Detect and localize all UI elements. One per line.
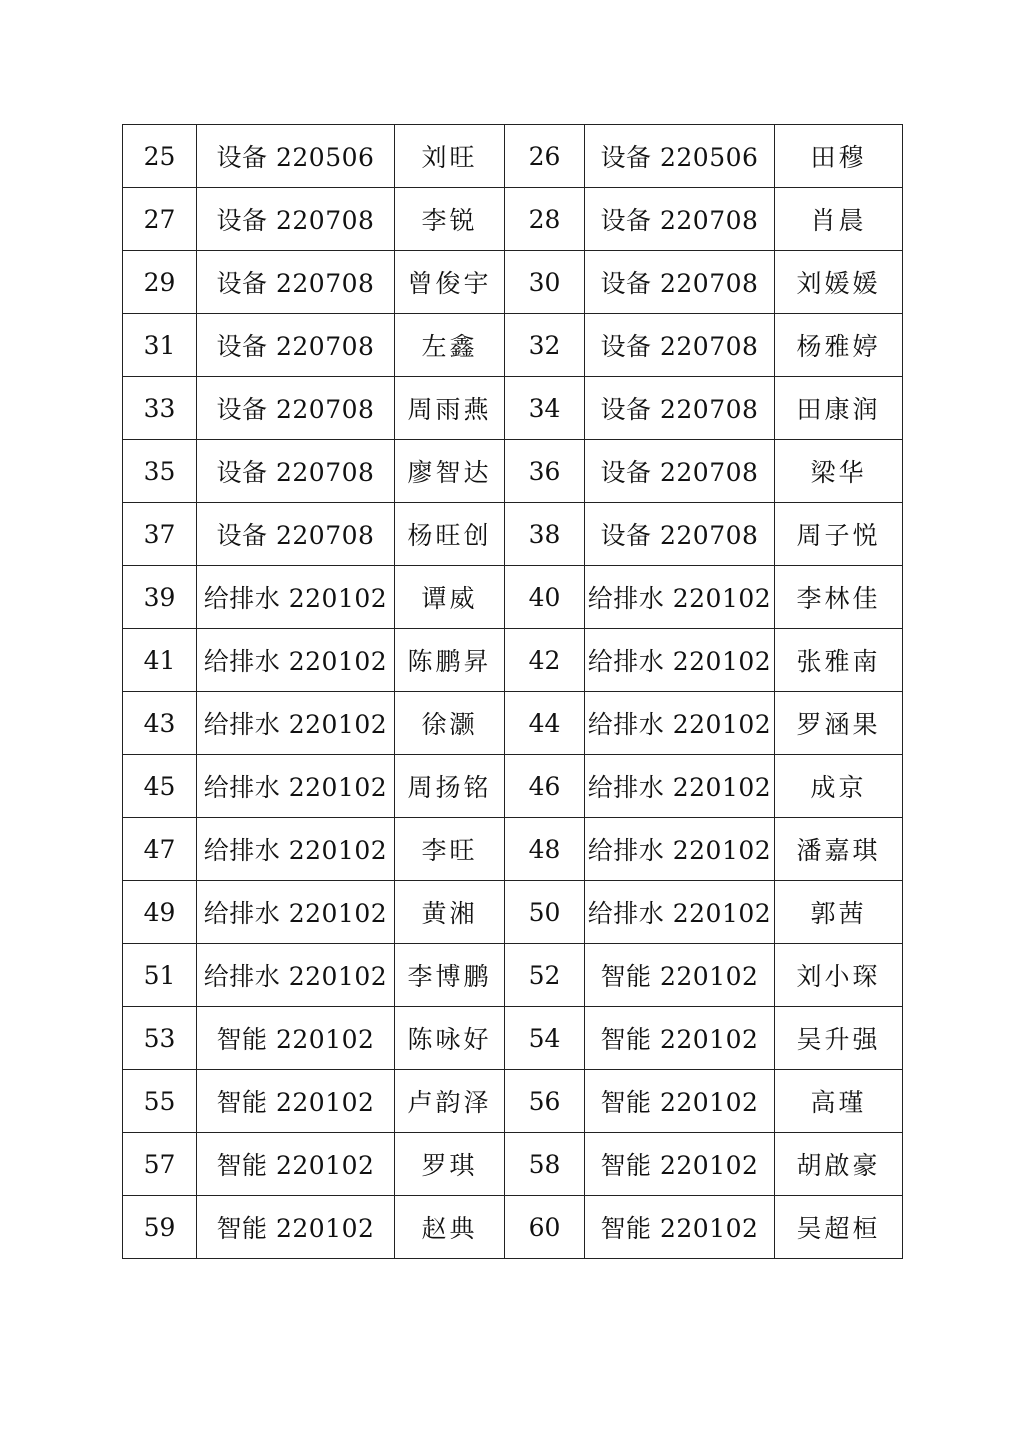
class-name: 智能 220102	[197, 1133, 395, 1196]
table-row	[123, 566, 903, 629]
seat-number: 55	[123, 1070, 197, 1133]
class-name: 给排水 220102	[197, 818, 395, 881]
table-row	[123, 377, 903, 440]
class-name: 设备 220708	[585, 188, 775, 251]
seat-number: 49	[123, 881, 197, 944]
student-name: 吴超桓	[775, 1196, 903, 1259]
roster-body	[123, 125, 903, 1259]
class-name: 智能 220102	[197, 1070, 395, 1133]
table-row	[123, 881, 903, 944]
student-name: 徐灏	[395, 692, 505, 755]
seat-number: 50	[505, 881, 585, 944]
class-name: 智能 220102	[585, 1133, 775, 1196]
student-name: 赵典	[395, 1196, 505, 1259]
table-row	[123, 188, 903, 251]
seat-number: 48	[505, 818, 585, 881]
student-name: 李锐	[395, 188, 505, 251]
student-name: 李博鹏	[395, 944, 505, 1007]
class-name: 给排水 220102	[585, 755, 775, 818]
seat-number: 39	[123, 566, 197, 629]
student-name: 周雨燕	[395, 377, 505, 440]
student-name: 罗涵果	[775, 692, 903, 755]
seat-number: 56	[505, 1070, 585, 1133]
seat-number: 26	[505, 125, 585, 188]
class-name: 智能 220102	[197, 1196, 395, 1259]
table-row	[123, 1196, 903, 1259]
class-name: 给排水 220102	[197, 755, 395, 818]
seat-number: 38	[505, 503, 585, 566]
class-name: 设备 220708	[197, 377, 395, 440]
student-name: 杨旺创	[395, 503, 505, 566]
class-name: 给排水 220102	[585, 566, 775, 629]
class-name: 设备 220708	[585, 440, 775, 503]
seat-number: 53	[123, 1007, 197, 1070]
student-name: 陈咏好	[395, 1007, 505, 1070]
class-name: 给排水 220102	[197, 629, 395, 692]
student-name: 李旺	[395, 818, 505, 881]
seat-number: 58	[505, 1133, 585, 1196]
seat-number: 59	[123, 1196, 197, 1259]
class-name: 智能 220102	[197, 1007, 395, 1070]
student-name: 左鑫	[395, 314, 505, 377]
student-name: 周子悦	[775, 503, 903, 566]
seat-number: 42	[505, 629, 585, 692]
student-name: 胡啟豪	[775, 1133, 903, 1196]
class-name: 设备 220506	[585, 125, 775, 188]
seat-number: 54	[505, 1007, 585, 1070]
table-row	[123, 1070, 903, 1133]
seat-number: 28	[505, 188, 585, 251]
seat-number: 43	[123, 692, 197, 755]
seat-number: 45	[123, 755, 197, 818]
student-name: 杨雅婷	[775, 314, 903, 377]
class-name: 给排水 220102	[585, 692, 775, 755]
seat-number: 25	[123, 125, 197, 188]
table-row	[123, 692, 903, 755]
student-name: 潘嘉琪	[775, 818, 903, 881]
class-name: 设备 220708	[197, 188, 395, 251]
class-name: 设备 220708	[197, 251, 395, 314]
roster-table	[122, 124, 903, 1259]
seat-number: 57	[123, 1133, 197, 1196]
class-name: 设备 220708	[585, 251, 775, 314]
class-name: 智能 220102	[585, 1007, 775, 1070]
class-name: 给排水 220102	[585, 629, 775, 692]
class-name: 设备 220708	[585, 377, 775, 440]
seat-number: 51	[123, 944, 197, 1007]
seat-number: 32	[505, 314, 585, 377]
student-name: 郭茜	[775, 881, 903, 944]
table-row	[123, 440, 903, 503]
table-row	[123, 944, 903, 1007]
class-name: 设备 220708	[197, 314, 395, 377]
seat-number: 29	[123, 251, 197, 314]
class-name: 给排水 220102	[197, 881, 395, 944]
student-name: 陈鹏昇	[395, 629, 505, 692]
seat-number: 52	[505, 944, 585, 1007]
seat-number: 60	[505, 1196, 585, 1259]
class-name: 智能 220102	[585, 1070, 775, 1133]
table-row	[123, 755, 903, 818]
seat-number: 33	[123, 377, 197, 440]
student-name: 黄湘	[395, 881, 505, 944]
student-name: 吴升强	[775, 1007, 903, 1070]
table-row	[123, 314, 903, 377]
student-name: 刘旺	[395, 125, 505, 188]
table-row	[123, 125, 903, 188]
student-name: 成京	[775, 755, 903, 818]
class-name: 设备 220708	[197, 440, 395, 503]
student-name: 梁华	[775, 440, 903, 503]
student-name: 田康润	[775, 377, 903, 440]
seat-number: 36	[505, 440, 585, 503]
student-name: 肖晨	[775, 188, 903, 251]
seat-number: 27	[123, 188, 197, 251]
student-name: 周扬铭	[395, 755, 505, 818]
table-row	[123, 818, 903, 881]
class-name: 智能 220102	[585, 1196, 775, 1259]
class-name: 给排水 220102	[197, 566, 395, 629]
student-name: 罗琪	[395, 1133, 505, 1196]
seat-number: 35	[123, 440, 197, 503]
class-name: 智能 220102	[585, 944, 775, 1007]
seat-number: 30	[505, 251, 585, 314]
seat-number: 47	[123, 818, 197, 881]
student-name: 高瑾	[775, 1070, 903, 1133]
table-row	[123, 629, 903, 692]
class-name: 给排水 220102	[197, 944, 395, 1007]
student-name: 谭威	[395, 566, 505, 629]
seat-number: 40	[505, 566, 585, 629]
class-name: 设备 220708	[197, 503, 395, 566]
student-name: 田穆	[775, 125, 903, 188]
table-row	[123, 251, 903, 314]
student-name: 曾俊宇	[395, 251, 505, 314]
seat-number: 34	[505, 377, 585, 440]
seat-number: 37	[123, 503, 197, 566]
class-name: 给排水 220102	[197, 692, 395, 755]
class-name: 给排水 220102	[585, 881, 775, 944]
student-name: 刘媛媛	[775, 251, 903, 314]
student-name: 廖智达	[395, 440, 505, 503]
student-name: 卢韵泽	[395, 1070, 505, 1133]
class-name: 给排水 220102	[585, 818, 775, 881]
student-name: 李林佳	[775, 566, 903, 629]
student-name: 刘小琛	[775, 944, 903, 1007]
seat-number: 31	[123, 314, 197, 377]
seat-number: 44	[505, 692, 585, 755]
class-name: 设备 220708	[585, 314, 775, 377]
class-name: 设备 220708	[585, 503, 775, 566]
table-row	[123, 1007, 903, 1070]
seat-number: 46	[505, 755, 585, 818]
table-row	[123, 1133, 903, 1196]
table-row	[123, 503, 903, 566]
student-name: 张雅南	[775, 629, 903, 692]
class-name: 设备 220506	[197, 125, 395, 188]
seat-number: 41	[123, 629, 197, 692]
